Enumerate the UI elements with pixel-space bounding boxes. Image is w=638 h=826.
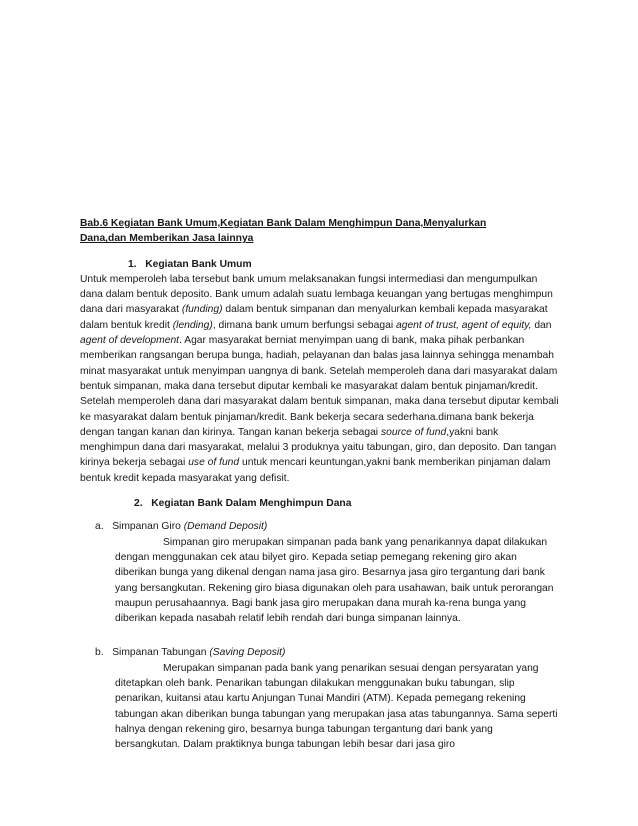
chapter-title-line-1: Bab.6 Kegiatan Bank Umum,Kegiatan Bank Dalam Menghimpun Dana,Menyalurkan bbox=[80, 218, 487, 229]
list-item-giro bbox=[95, 519, 560, 626]
chapter-title-line-2: Dana,dan Memberikan Jasa lainnya bbox=[80, 233, 254, 245]
section-1-title: Kegiatan Bank Umum bbox=[145, 258, 252, 270]
section-1-paragraph: Untuk memperoleh laba tersebut bank umum melaksanakan fungsi intermediasi dan mengumpulkan dana dalam bentuk deposito. Bank umum adalah suatu lembaga keuangan yang bertugas menghimpun dana dari masyarakat (funding) dalam bentuk simpanan dan menyalurkan kembali kepada masyarakat dalam bentuk kredit (lending), dimana bank umum berfungsi sebagai agent of trust, agent of equity, dan agent of development. Agar masyarakat berniat menyimpan uang di bank, maka pihak perbankan memberikan rangsangan berupa bunga, hadiah, pelayanan dan balas jasa lainnya sehingga menambah minat masyarakat untuk menyimpan uangnya di bank. Setelah memperoleh dana dari masyarakat dalam bentuk simpanan, maka dana tersebut diputar kembali ke masyarakat dalam bentuk pinjaman/kredit. Setelah memperoleh dana dari masyarakat dalam bentuk simpanan, maka dana tersebut diputar kembali ke masyarakat dalam bentuk pinjaman/kredit. Bank bekerja secara sederhana.dimana bank bekerja dengan tangan kanan dan kirinya. Tangan kanan bekerja sebagai source of fund,yakni bank menghimpun dana dari masyarakat, melalui 3 produknya yaitu tabungan, giro, dan deposito. Dan tangan kirinya bekerja sebagai use of fund untuk mencari keuntungan,yakni bank memberikan pinjaman dalam bentuk kredit kepada masyarakat yang defisit. bbox=[80, 273, 559, 484]
list-marker: b. bbox=[95, 647, 104, 659]
list-item-body: Simpanan giro merupakan simpanan pada bank yang penarikannya dapat dilakukan dengan menggunakan cek atau bilyet giro. Kepada setiap pemegang rekening giro akan diberikan bunga yang dikenal dengan nama jasa giro. Besarnya jasa giro tergantung dari bank yang bersangkutan. Rekening giro biasa digunakan oleh para usahawan, baik untuk perorangan maupun perusahaannya. Bagi bank jasa giro merupakan dana murah ka-rena bunga yang diberikan kepada nasabah relatif lebih rendah dari bunga simpanan lainnya. bbox=[115, 536, 554, 625]
list-item-body: Merupakan simpanan pada bank yang penarikan sesuai dengan persyaratan yang ditetapkan oleh bank. Penarikan tabungan dilakukan menggunakan buku tabungan, slip penarikan, kuitansi atau kartu Anjungan Tunai Mandiri (ATM). Kepada pemegang rekening tabungan akan diberikan bunga tabungan yang merupakan jasa atas tabungannya. Sama seperti halnya dengan rekening giro, besarnya bunga tabungan tergantung dari bank yang bersangkutan. Dalam praktiknya bunga tabungan lebih besar dari jasa giro bbox=[115, 662, 558, 751]
section-2-number: 2. bbox=[134, 498, 143, 510]
section-2-heading bbox=[80, 496, 560, 511]
section-2-title: Kegiatan Bank Dalam Menghimpun Dana bbox=[151, 498, 352, 510]
list-item-heading: b. Simpanan Tabungan (Saving Deposit) bbox=[95, 647, 286, 659]
list-item-heading: a. Simpanan Giro (Demand Deposit) bbox=[95, 521, 268, 533]
chapter-title bbox=[80, 216, 560, 247]
document-page bbox=[80, 216, 560, 753]
section-1-number: 1. bbox=[128, 258, 137, 270]
section-1-heading bbox=[80, 257, 560, 272]
list-marker: a. bbox=[95, 521, 104, 533]
list-item-tabungan bbox=[95, 645, 560, 752]
